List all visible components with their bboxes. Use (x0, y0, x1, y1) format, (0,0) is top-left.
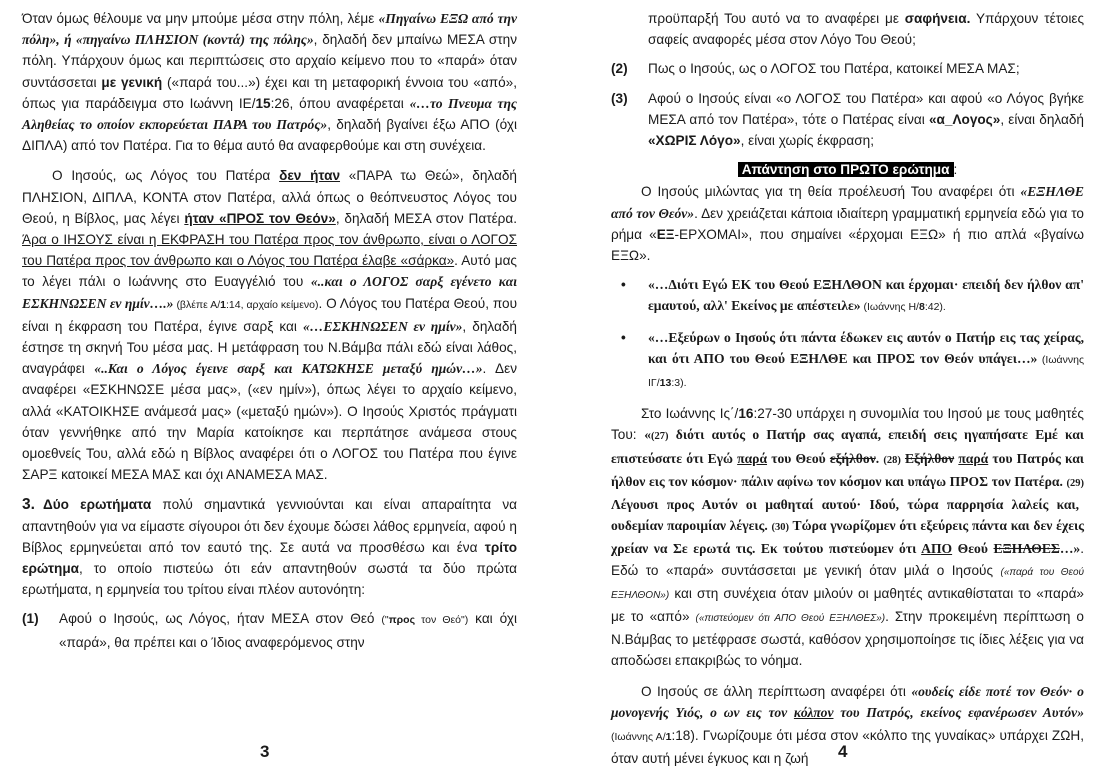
quote-bullet-1: • «…Διότι Εγώ ΕΚ του Θεού ΕΞΗΛΘΟΝ και έρχομαι· επειδή δεν ήλθον απ' εμαυτού, αλλ' Εκείνος με απέστειλε» (Ιωάννης Η/8:42). (611, 274, 1084, 318)
bullet-icon: • (621, 277, 626, 293)
right-page (611, 8, 1085, 767)
section-number: 3. (22, 496, 35, 514)
answer-heading: Απάντηση στο ΠΡΩΤΟ ερώτημα : (611, 159, 1084, 180)
left-paragraph-2: Ο Ιησούς, ως Λόγος του Πατέρα δεν ήταν «ΠΑΡΑ τω Θεώ», δηλαδή ΠΛΗΣΙΟΝ, ΔΙΠΛΑ, ΚΟΝΤΑ στον Πατέρα, αλλά όπως ο θεόπνευστος Λόγος του Θεού, η Βίβλος, μας λέγει ήταν «ΠΡΟΣ τον Θεόν», δηλαδή ΜΕΣΑ στον Πατέρα. Άρα ο ΙΗΣΟΥΣ είναι η ΕΚΦΡΑΣΗ του Πατέρα προς τον άνθρωπο, είναι ο ΛΟΓΟΣ του Πατέρα προς τον άνθρωπο και ο Λόγος του Πατέρα έλαβε «σάρκα». Αυτό μας το λέγει πάλι ο Ιωάννης στο Ευαγγέλιό του «..και ο ΛΟΓΟΣ σαρξ εγένετο και ΕΣΚΗΝΩΣΕΝ εν ημίν….» (βλέπε Α/1:14, αρχαίο κείμενο). Ο Λόγος του Πατέρα Θεού, που είναι η έκφραση του Πατέρα, έγινε σαρξ και «…ΕΣΚΗΝΩΣΕΝ εν ημίν», δηλαδή έστησε τη σκηνή Του μέσα μας. Η μετάφραση του Ν.Βάμβα πάλι εδώ είναι λάθος, αναγράφει «..Και ο Λόγος έγεινε σαρξ και ΚΑΤΩΚΗΣΕ μεταξύ ημών…». Δεν αναφέρει «ΕΣΚΗΝΩΣΕ μέσα μας», («εν ημίν»), όπως λέγει το αρχαίο κείμενο, αλλά «ΚΑΤΟΙΚΗΣΕ ανάμεσά μας» («μεταξύ ημών»). Ο Ιησούς Χριστός πράγματι όταν γεννήθηκε από την Μαρία κατοίκησε και περπάτησε ανάμεσα στους ομοεθνείς Του, αλλά εδώ η Βίβλος αναφέρει ότι ο ΛΟΓΟΣ του Πατέρα που έγινε ΣΑΡΞ κατοικεί ΜΕΣΑ ΜΑΣ και όχι ΑΝΑΜΕΣΑ ΜΑΣ. (22, 168, 517, 483)
right-question-2: (2) Πως ο Ιησούς, ως ο ΛΟΓΟΣ του Πατέρα, κατοικεί ΜΕΣΑ ΜΑΣ; (611, 61, 1020, 77)
answer-heading-label: Απάντηση στο ΠΡΩΤΟ ερώτημα (738, 162, 954, 177)
page-number-right: 4 (838, 742, 848, 761)
left-paragraph-1: Όταν όμως θέλουμε να μην μπούμε μέσα στην πόλη, λέμε «Πηγαίνω ΕΞΩ από την πόλη», ή «πηγαίνω ΠΛΗΣΙΟΝ (κοντά) της πόλης», δηλαδή δεν μπαίνω ΜΕΣΑ στην πόλη. Υπάρχουν όμως και περιπτώσεις στο αρχαίο κείμενο που το «παρά» όταν συντάσσεται με γενική («παρά του...») έχει και τη μεταφορική έννοια του «από», όπως για παράδειγμα στο Ιωάννη ΙΕ/15:26, όπου αναφέρεται «…το Πνευμα της Αληθείας το οποίον εκπορεύεται ΠΑΡΑ του Πατρός», δηλαδή βγαίνει έξω ΑΠΟ (όχι ΔΙΠΛΑ) από τον Πατέρα. Για το θέμα αυτό θα αναφερθούμε και στη συνέχεια. (22, 11, 517, 154)
right-paragraph-2: Στο Ιωάννης Ις΄/16:27-30 υπάρχει η συνομιλία του Ιησού με τους μαθητές Του: «(27) διότι αυτός ο Πατήρ σας αγαπά, επειδή σεις ηγαπήσατε Εμέ και επιστεύσατε ότι Εγώ παρά του Θεού εξήλθον. (28) Εξήλθον παρά του Πατρός και ήλθον εις τον κόσμον· πάλιν αφίνω τον κόσμον και υπάγω ΠΡΟΣ τον Πατέρα. (29) Λέγουσι προς Αυτόν οι μαθηταί αυτού· Ιδού, τώρα παρρησία λαλείς και, ουδεμίαν παροιμίαν λέγεις. (30) Τώρα γνωρίζομεν ότι εξεύρεις πάντα και δεν έχεις χρείαν να Σε ερωτά τις. Εκ τούτου πιστεύομεν ότι ΑΠΟ Θεού ΕΞΗΛΘΕΣ…». Εδώ το «παρά» συντάσσεται με γενική όταν μιλά ο Ιησούς («παρά του Θεού ΕΞΗΛΘΟΝ») και στη συνέχεια όταν μιλούν οι μαθητές αντικαθίσταται το «παρά» με το «από» («πιστεύομεν ότι ΑΠΟ Θεού ΕΞΗΛΘΕΣ»). Στην προκειμένη περίπτωση ο Ν.Βάμβας το μετέφρασε σωστά, καθόσον χρησιμοποίησε τις ίδιες λέξεις για να αποδώσει επακριβώς το νόημα. (611, 406, 1085, 669)
right-paragraph-3: Ο Ιησούς σε άλλη περίπτωση αναφέρει ότι «ουδείς είδε ποτέ τον Θεόν· ο μονογενής Υιός, ο ων εις τον κόλπον του Πατρός, εκείνος εφανέρωσεν Αυτόν» (Ιωάννης Α/1:18). Γνωρίζουμε ότι μέσα στον «κόλπο της γυναίκας» υπάρχει ΖΩΗ, όταν αυτή μένει έγκυος και η ζωή (611, 683, 1084, 767)
right-question-1-continued: προϋπαρξή Του αυτό να το αναφέρει με σαφήνεια. Υπάρχουν τέτοιες σαφείς αναφορές μέσα στον Λόγο Του Θεού; (648, 11, 1084, 48)
left-question-1: (1) Αφού ο Ιησούς, ως Λόγος, ήταν ΜΕΣΑ στον Θεό ("προς τον Θεό") και όχι «παρά», θα πρέπει και ο Ίδιος αναφερόμενος στην (22, 611, 517, 650)
right-paragraph-1: Ο Ιησούς μιλώντας για τη θεία προέλευσή Του αναφέρει ότι «ΕΞΗΛΘΕ από τον Θεόν». Δεν χρειάζεται κάποια ιδιαίτερη γραμματική ερμηνεία εδώ για το ρήμα «ΕΞ-ΕΡΧΟΜΑΙ», που σημαίνει «έρχομαι ΕΞΩ» ή πιο απλά «βγαίνω ΕΞΩ». (611, 184, 1084, 264)
quote-bullet-2: • «…Εξεύρων ο Ιησούς ότι πάντα έδωκεν εις αυτόν ο Πατήρ εις τας χείρας, και ότι ΑΠΟ του Θεού ΕΞΗΛΘΕ και ΠΡΟΣ τον Θεόν υπάγει…» (Ιωάννης ΙΓ/13:3). (611, 327, 1084, 395)
right-question-3: (3) Αφού ο Ιησούς είναι «ο ΛΟΓΟΣ του Πατέρα» και αφού «ο Λόγος βγήκε ΜΕΣΑ από τον Πατέρα», τότε ο Πατέρας είναι «α_Λογος», είναι δηλαδή «ΧΩΡΙΣ Λόγο», είναι χωρίς έκφραση; (611, 90, 1084, 149)
bullet-icon: • (621, 329, 626, 345)
left-page (22, 8, 517, 738)
left-section-3: 3. Δύο ερωτήματα πολύ σημαντικά γεννιούνται και είναι απαραίτητα να απαντηθούν για να είμαστε σίγουροι ότι δεν έχουμε δώσει λάθος ερμηνεία, αφού η Βίβλος ερμηνεύεται από τον εαυτό της. Σε αυτά να προσθέσω και ένα τρίτο ερώτημα, το οποίο πιστεύω ότι εάν απαντηθούν σωστά τα δύο πρώτα ερωτήματα, η ερμηνεία του τρίτου είναι πλέον αυτονόητη: (22, 496, 517, 598)
page-number-left: 3 (260, 742, 270, 761)
